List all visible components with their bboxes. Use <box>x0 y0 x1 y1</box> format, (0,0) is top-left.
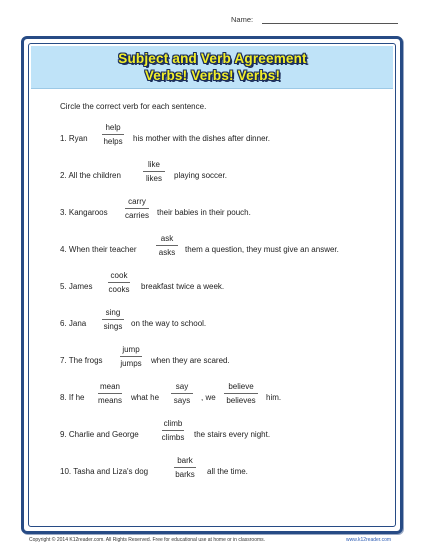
sentence-prefix: 8. If he <box>60 393 85 402</box>
sentence-prefix: 4. When their teacher <box>60 245 137 254</box>
sentence-prefix: 3. Kangaroos <box>60 208 108 217</box>
verb-option[interactable]: believe <box>228 382 254 391</box>
verb-choice <box>121 195 153 222</box>
sentence-prefix: 9. Charlie and George <box>60 430 139 439</box>
verb-choice <box>104 269 134 296</box>
sentence-middle: what he <box>131 393 160 402</box>
verb-choice <box>98 121 128 148</box>
verb-option[interactable]: sings <box>103 322 123 331</box>
verb-option[interactable]: climbs <box>161 433 185 442</box>
verb-choice <box>116 343 146 370</box>
sentence-suffix: his mother with the dishes after dinner. <box>133 134 270 143</box>
verb-option[interactable]: climb <box>163 419 183 428</box>
verb-option[interactable]: helps <box>103 137 123 146</box>
sentence-prefix: 1. Ryan <box>60 134 88 143</box>
title-line-1: Subject and Verb Agreement <box>118 51 307 66</box>
verb-option[interactable]: means <box>97 396 122 405</box>
sentence-suffix: them a question, they must give an answer. <box>185 245 339 254</box>
sentence-middle: , we <box>201 393 216 402</box>
verb-choice <box>170 454 200 481</box>
copyright-text: Copyright © 2014 K12reader.com. All Rights Reserved. Free for educational use at home or in classrooms. <box>29 537 266 543</box>
sentence-suffix: their babies in their pouch. <box>157 208 251 217</box>
sentence-prefix: 5. James <box>60 282 93 291</box>
sentence-suffix: on the way to school. <box>131 319 207 328</box>
sentence-suffix: the stairs every night. <box>194 430 271 439</box>
verb-option[interactable]: says <box>173 396 191 405</box>
verb-option[interactable]: jumps <box>120 359 142 368</box>
verb-choice <box>220 380 262 407</box>
title-line-2: Verbs! Verbs! Verbs! <box>144 68 281 83</box>
verb-option[interactable]: help <box>105 123 121 132</box>
verb-option[interactable]: carry <box>128 197 146 206</box>
sentence-prefix: 2. All the children <box>60 171 121 180</box>
sentence-suffix: when they are scared. <box>151 356 230 365</box>
sentence-suffix: playing soccer. <box>174 171 227 180</box>
verb-option[interactable]: ask <box>160 234 174 243</box>
verb-option[interactable]: cooks <box>108 285 130 294</box>
instructions: Circle the correct verb for each sentence. <box>60 102 207 111</box>
sentence-prefix: 7. The frogs <box>60 356 103 365</box>
sentence-suffix: him. <box>266 393 282 402</box>
sentence-suffix: breakfast twice a week. <box>141 282 225 291</box>
verb-option[interactable]: like <box>147 160 160 169</box>
verb-choice <box>139 158 169 185</box>
verb-option[interactable]: say <box>175 382 189 391</box>
verb-option[interactable]: likes <box>145 174 162 183</box>
sentence-suffix: all the time. <box>207 467 248 476</box>
sentence-prefix: 10. Tasha and Liza's dog <box>60 467 149 476</box>
verb-choice <box>94 380 126 407</box>
verb-choice <box>158 417 188 444</box>
verb-option[interactable]: sing <box>105 308 121 317</box>
name-line[interactable] <box>262 23 398 24</box>
name-label: Name: <box>231 15 254 24</box>
verb-option[interactable]: cook <box>110 271 128 280</box>
verb-option[interactable]: believes <box>226 396 256 405</box>
verb-choice <box>152 232 182 259</box>
website-link[interactable]: www.k12reader.com <box>346 537 392 543</box>
verb-option[interactable]: jump <box>122 345 140 354</box>
sentence-prefix: 6. Jana <box>60 319 87 328</box>
verb-option[interactable]: mean <box>99 382 120 391</box>
verb-option[interactable]: barks <box>175 470 195 479</box>
verb-choice <box>98 306 128 333</box>
verb-option[interactable]: bark <box>177 456 193 465</box>
verb-option[interactable]: carries <box>124 211 149 220</box>
verb-choice <box>167 380 197 407</box>
verb-option[interactable]: asks <box>158 248 176 257</box>
